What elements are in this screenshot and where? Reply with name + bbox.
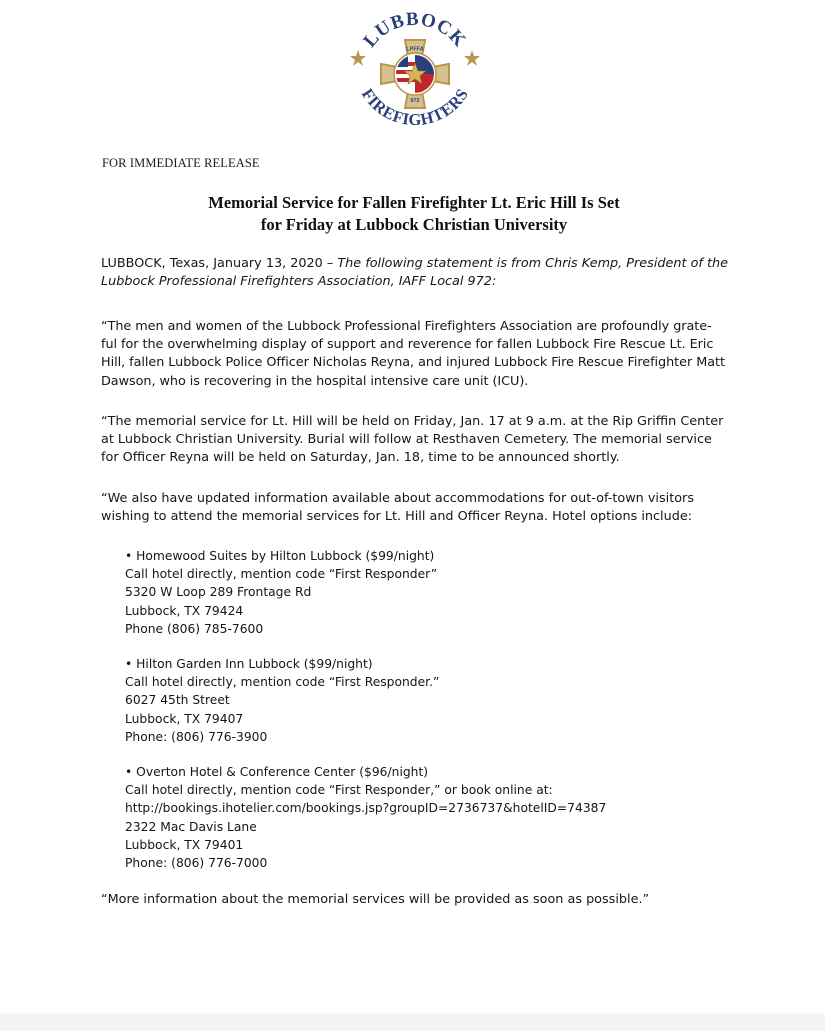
hotel-homewood — [125, 547, 745, 638]
hotel-address: 2322 Mac Davis Lane — [125, 819, 257, 834]
closing-paragraph: “More information about the memorial services will be provided as soon as possible.” — [101, 892, 650, 907]
hotel-phone: Phone: (806) 776-3900 — [125, 729, 268, 744]
headline-line-2: for Friday at Lubbock Christian University — [260, 215, 568, 234]
paragraph-accommodations: “We also have updated information available about accommodations for out-of-town visitors wishing to attend the memorial services for Lt. Hill and Officer Reyna. Hotel options include: — [101, 491, 694, 525]
hotel-name: • Overton Hotel & Conference Center ($96/night) — [125, 765, 429, 779]
hotel-address: 5320 W Loop 289 Frontage Rd — [125, 585, 312, 600]
hotel-note: Call hotel directly, mention code “First Responder,” or book online at: — [125, 783, 553, 798]
release-label: FOR IMMEDIATE RELEASE — [102, 156, 260, 170]
logo-top-text: LUBBOCK — [359, 8, 471, 52]
hotel-address: 6027 45th Street — [125, 693, 230, 708]
hotel-phone: Phone: (806) 776-7000 — [125, 856, 268, 871]
star-icon — [464, 50, 480, 66]
hotel-url: http://bookings.ihotelier.com/bookings.jsp?groupID=2736737&hotelID=74387 — [125, 801, 607, 816]
logo-badge-top: LPFFA — [406, 46, 424, 53]
hotel-name: • Hilton Garden Inn Lubbock ($99/night) — [125, 657, 373, 671]
headline-line-1: Memorial Service for Fallen Firefighter Lt. Eric Hill Is Set — [208, 193, 620, 212]
hotel-overton — [125, 763, 745, 872]
paragraph-support: “The men and women of the Lubbock Professional Firefighters Association are profoundly grate- ful for the overwhelming display of support and reverence for fallen Lubbock Fire Rescue Lt. Eric Hill, fallen Lubbock Police Officer Nicholas Reyna, and injured Lubbock Fire Rescue Firefighter Matt Dawson, who is recovering in the hospital intensive care unit (ICU). — [101, 319, 725, 389]
hotel-hilton-garden — [125, 655, 745, 746]
star-icon — [350, 50, 366, 66]
hotel-name: • Homewood Suites by Hilton Lubbock ($99/night) — [125, 549, 435, 563]
logo-badge-bottom: 972 — [410, 98, 420, 104]
maltese-cross-icon — [381, 40, 449, 108]
hotel-note: Call hotel directly, mention code “First Responder.” — [125, 675, 440, 690]
hotel-city: Lubbock, TX 79407 — [125, 711, 244, 726]
intro-statement: The following statement is from Chris Kemp, President of the Lubbock Professional Firefighters Association, IAFF Local 972: — [101, 256, 728, 290]
paragraph-memorial: “The memorial service for Lt. Hill will be held on Friday, Jan. 17 at 9 a.m. at the Rip Griffin Center at Lubbock Christian University. Burial will follow at Resthaven Cemetery. The memorial service for Officer Reyna will be held on Saturday, Jan. 18, time to be announced shortly. — [101, 414, 724, 466]
hotel-city: Lubbock, TX 79401 — [125, 837, 244, 852]
hotel-city: Lubbock, TX 79424 — [125, 603, 244, 618]
dateline: LUBBOCK, Texas, January 13, 2020 – — [101, 256, 338, 271]
headline — [100, 192, 728, 236]
intro-paragraph — [101, 255, 731, 291]
hotel-note: Call hotel directly, mention code “First Responder” — [125, 567, 438, 582]
logo-bottom-text: FIREFIGHTERS — [357, 84, 473, 130]
lubbock-firefighters-logo — [340, 6, 490, 136]
hotel-phone: Phone (806) 785-7600 — [125, 621, 264, 636]
